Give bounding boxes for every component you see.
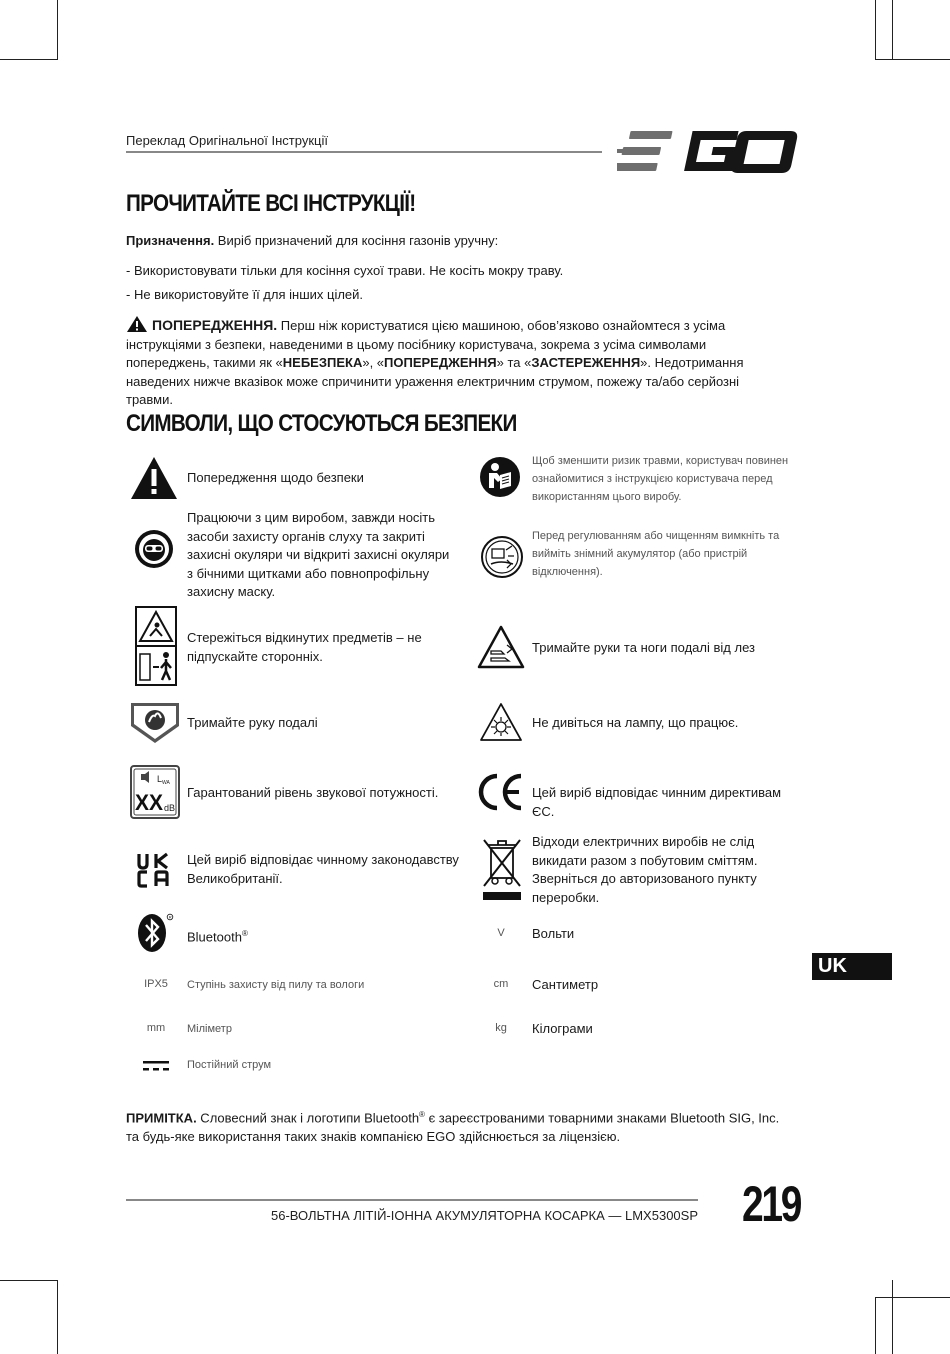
crop-mark [875,59,950,60]
symbol-description: Постійний струм [187,1059,272,1071]
section-title-safety-symbols: СИМВОЛИ, ЩО СТОСУЮТЬСЯ БЕЗПЕКИ [126,410,517,437]
crop-mark [892,0,893,60]
warning-text: ». Недотримання наведених нижче вказівок може спричинити ураження електричним струмом, пожежу та/або серйозні травми. [126,355,744,407]
crop-mark [57,1280,58,1354]
header-caption: Переклад Оригінальної Інструкції [126,133,328,148]
warning-paragraph [126,315,786,410]
note-text: є зареєстрованими товарними знаками Bluetooth SIG, Inc. та будь-яке використання таких знаків компанією EGO здійснюється за ліцензією. [126,1110,780,1144]
volt-label: V [497,927,505,939]
bluetooth-label: Bluetooth [187,929,242,945]
ipx5-label: IPX5 [144,978,168,990]
crop-mark [875,0,876,60]
bluetooth-icon [136,912,176,954]
purpose-text: Виріб призначений для косіння газонів уручну: [214,233,499,248]
symbol-description: Тримайте руки та ноги подалі від лез [532,640,755,655]
symbol-description: Гарантований рівень звукової потужності. [187,785,439,800]
svg-text:L: L [157,774,163,784]
remove-battery-icon [480,535,524,579]
weee-bin-icon [481,836,523,902]
kg-label: kg [495,1022,507,1034]
note-paragraph [126,1106,786,1146]
warning-triangle-icon [126,315,148,333]
symbol-description: Міліметр [187,1023,232,1035]
purpose-label: Призначення. [126,233,215,248]
registered-mark: ® [419,1110,425,1119]
symbol-description: Тримайте руку подалі [187,715,318,730]
svg-text:R: R [168,914,172,920]
registered-mark: ® [241,929,248,938]
header-rule [126,151,602,153]
bullet-item: - Використовувати тільки для косіння сухої трави. Не косіть мокру траву. [126,263,564,278]
symbol-description: Ступінь захисту від пилу та вологи [187,979,365,991]
ego-logo [617,129,799,173]
ce-mark-icon [478,772,524,812]
warning-keyword-warning: ПОПЕРЕДЖЕННЯ [384,355,497,370]
symbol-description: Працюючи з цим виробом, завжди носіть засоби захисту органів слуху та закриті захисні окуляри чи відкриті захисні окуляри з бічними щитками або повнопрофільну захисну маску. [187,510,450,599]
bullet-item: - Не використовуйте її для інших цілей. [126,287,364,302]
footer-rule [126,1199,698,1201]
mm-label: mm [146,1022,166,1034]
symbol-description: Вольти [532,926,575,941]
crop-mark [0,59,58,60]
symbol-description: Перед регулюванням або чищенням вимкніть та вийміть знімний акумулятор (або пристрій відключення). [532,530,780,578]
crop-mark [57,0,58,60]
symbol-description: Попередження щодо безпеки [187,470,364,485]
svg-text:XX: XX [135,790,164,815]
crop-mark [875,1297,950,1298]
crop-mark [875,1297,876,1354]
read-manual-icon [478,455,522,499]
sound-power-icon [130,765,180,819]
svg-text:WA: WA [162,780,170,786]
note-text: Словесний знак і логотипи Bluetooth [196,1110,420,1126]
symbol-description: Не дивіться на лампу, що працює. [532,715,739,730]
symbol-description [187,925,248,947]
svg-text:dB: dB [164,803,176,813]
footer-product-title: 56-ВОЛЬТНА ЛІТІЙ-ІОННА АКУМУЛЯТОРНА КОСАРКА — LMX5300SP [271,1208,698,1223]
warning-separator: » та « [496,355,532,370]
do-not-stare-lamp-icon [479,702,523,742]
warning-keyword-caution: ЗАСТЕРЕЖЕННЯ [531,355,641,370]
symbol-description: Цей виріб відповідає чинному законодавству Великобританії. [187,852,459,886]
eye-ear-protection-icon [133,528,175,570]
keep-hands-feet-away-icon [477,625,525,669]
symbol-description: Стережіться відкинутих предметів – не підпускайте сторонніх. [187,630,422,664]
direct-current-icon [142,1059,170,1073]
safety-alert-icon [128,454,180,502]
warning-keyword-danger: НЕБЕЗПЕКА [282,355,363,370]
warning-label: ПОПЕРЕДЖЕННЯ. [152,317,278,333]
symbol-description: Кілограми [532,1021,593,1036]
crop-mark [0,1280,58,1281]
note-label: ПРИМІТКА. [126,1110,197,1126]
purpose-paragraph [126,232,498,251]
keep-hand-away-icon [130,702,180,744]
symbol-description: Сантиметр [532,977,599,992]
section-title-read-instructions: ПРОЧИТАЙТЕ ВСІ ІНСТРУКЦІЇ! [126,190,416,217]
ukca-icon [136,852,172,888]
symbol-description: Щоб зменшити ризик травми, користувач повинен ознайомитися з інструкцією користувача перед використанням цього виробу. [532,455,789,503]
language-tab: UK [812,953,892,980]
page-number: 219 [742,1176,801,1232]
cm-label: cm [493,978,509,990]
crop-mark [892,1280,893,1354]
thrown-objects-bystanders-icon [135,606,177,686]
symbol-description: Цей виріб відповідає чинним директивам ЄС. [532,785,782,819]
symbol-description: Відходи електричних виробів не слід викидати разом з побутовим сміттям. Зверніться до авторизованого пункту переробки. [532,834,758,905]
warning-text: Перш ніж користуватися цією машиною, обов’язково ознайомтеся з усіма інструкціями з безпеки, наведеними в цьому посібнику користувача, зокрема з усіма символами попереджень, такими як « [126,318,726,370]
warning-separator: », « [362,355,385,370]
